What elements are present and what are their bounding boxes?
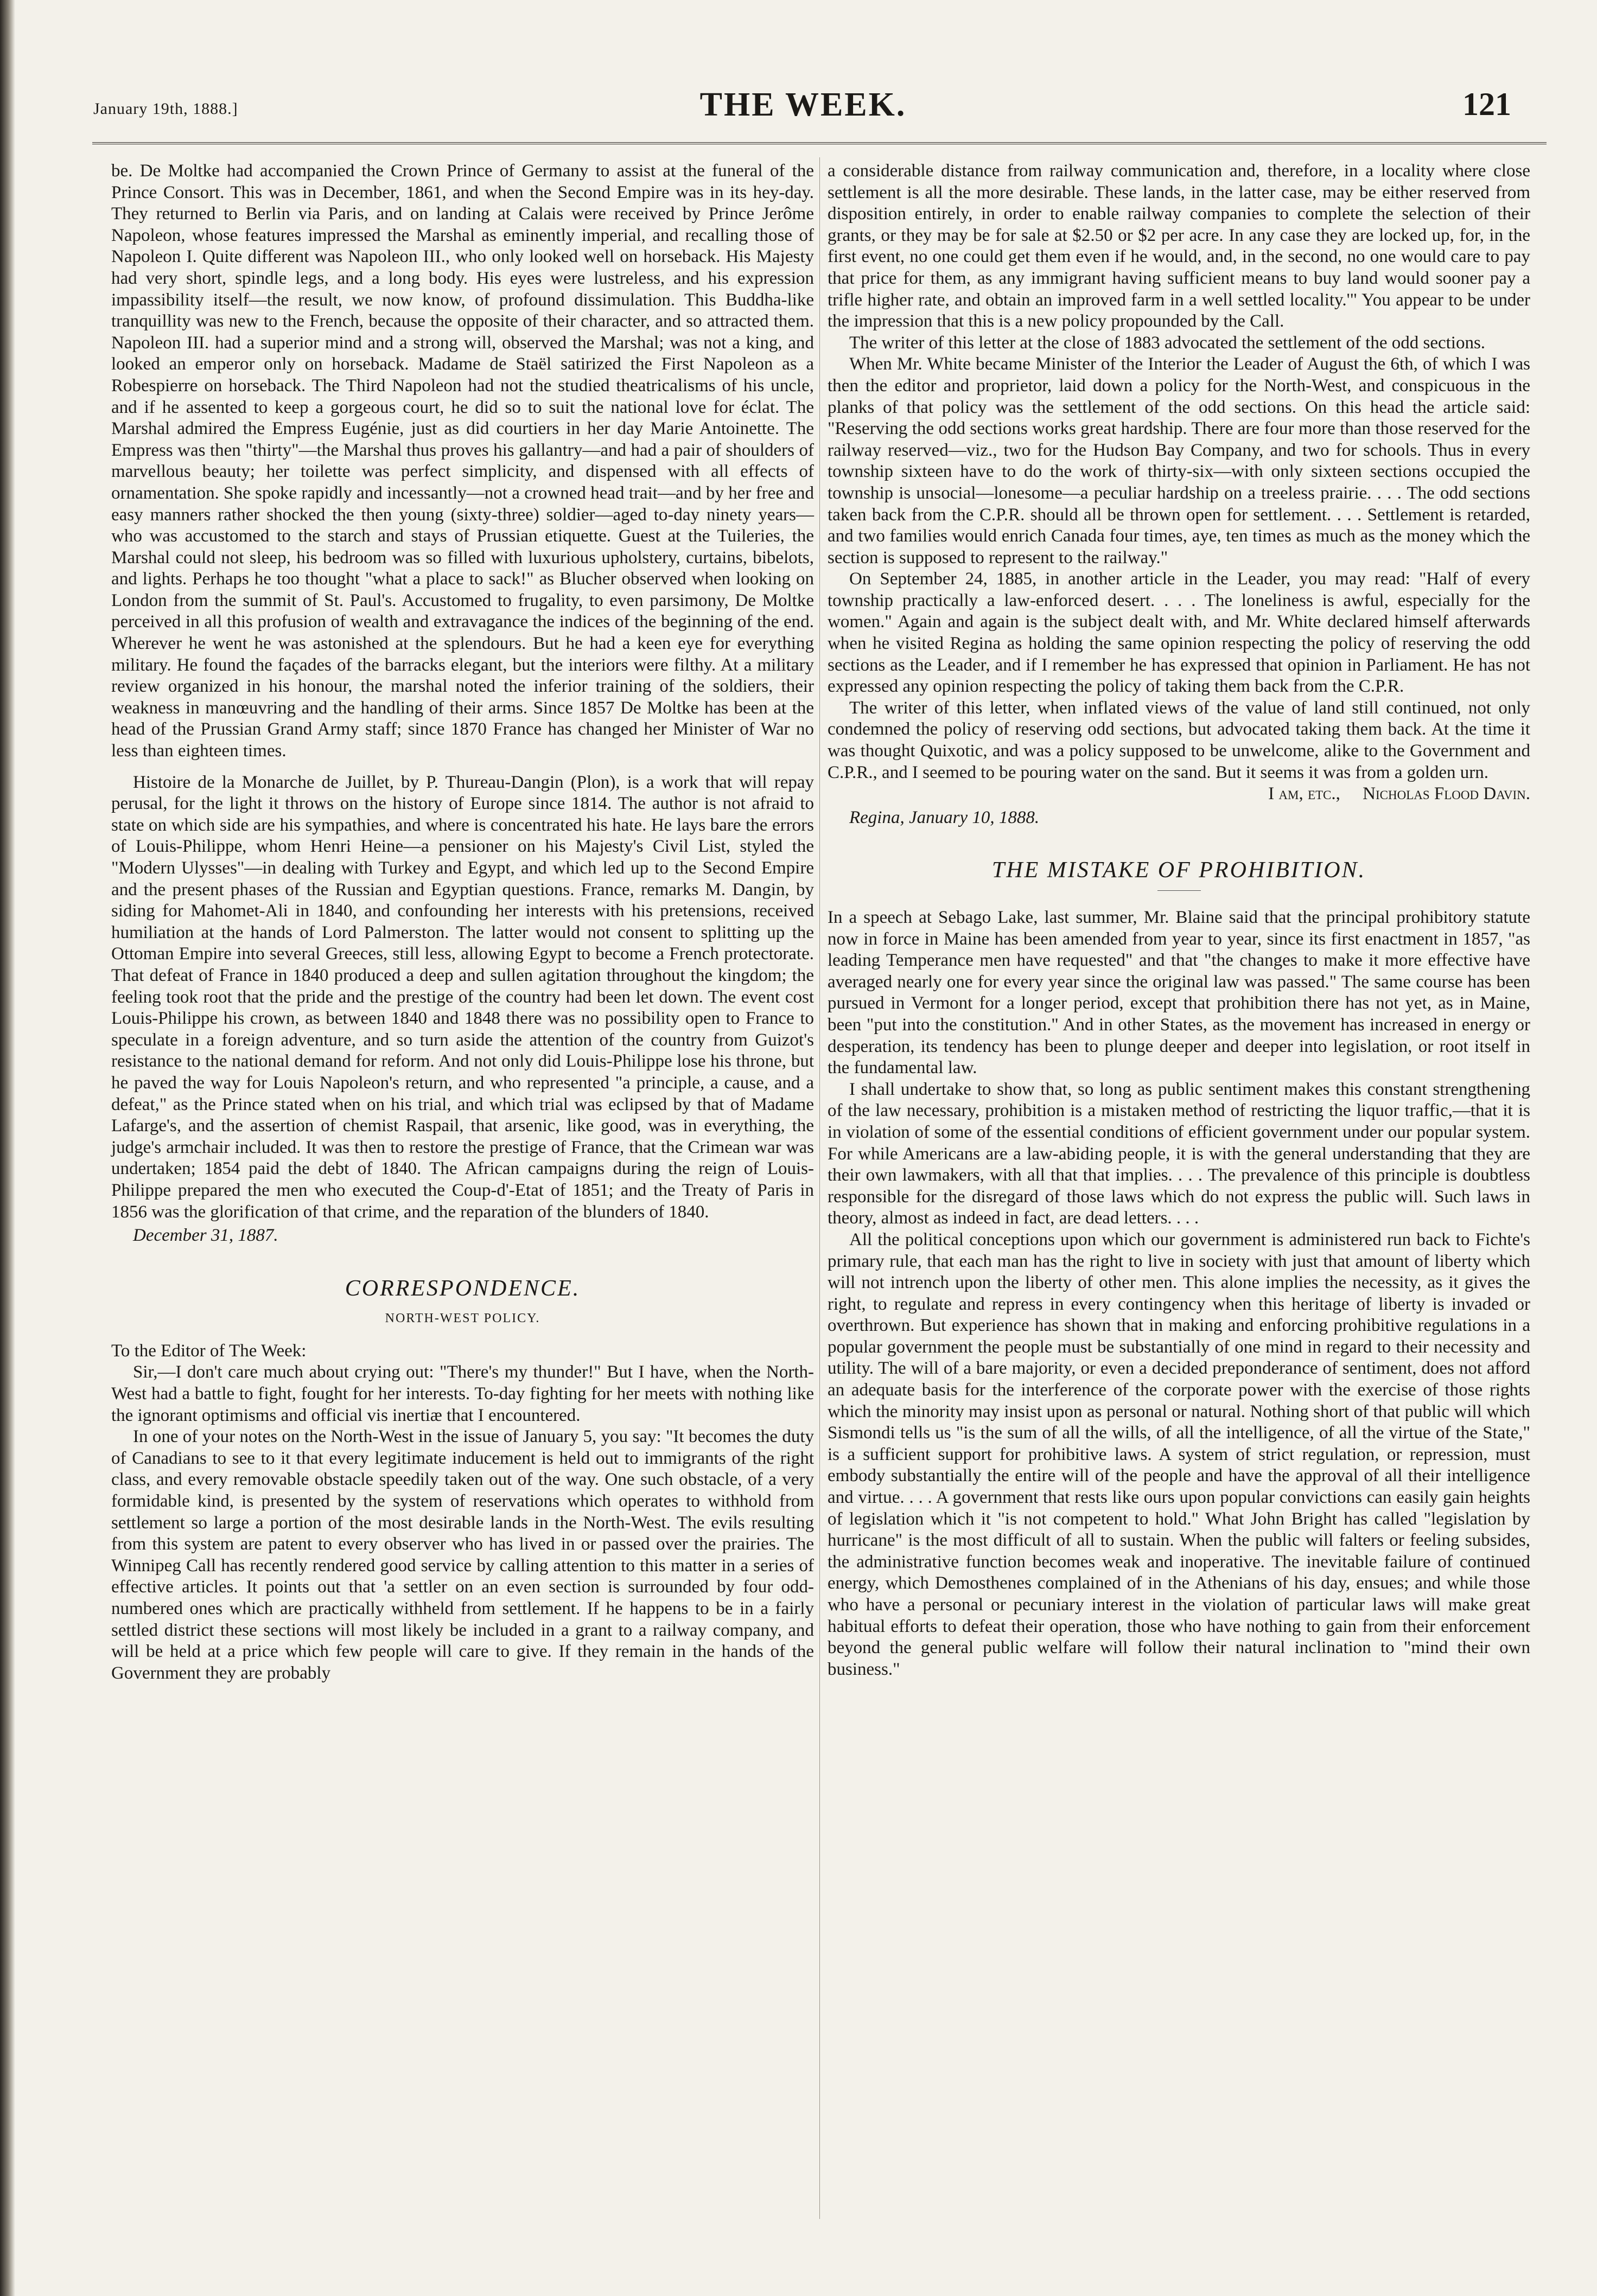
heading-rule (1157, 890, 1201, 891)
header-rule (92, 142, 1547, 144)
binding-shadow (0, 0, 15, 2296)
prohibition-paragraph: All the political conceptions upon which our government is administered run back to Fichte's primary rule, that each man has the right to live in society with just that amount of liberty which will not intrench upon the liberty of other men. This alone implies the necessity, as it gives the right, to regulate and repress in every contingency when this heritage of liberty is invaded or overthrown. But experience has shown that in making and enforcing prohibitive regulations in a popular government the people must be substantially of one mind in regard to their necessity and utility. The will of a bare majority, or even a decided preponderance of sentiment, does not afford an adequate basis for the interference of the corporate power with the exercise of those rights which the minority may insist upon as personal or natural. Nothing short of that public will which Sismondi tells us "is the sum of all the wills, of all the intelligence, of all the virtue of the State," is a sufficient support for prohibitive laws. A system of strict regulation, or repression, must embody substantially the entire will of the people and have the approval of all their intelligence and virtue. . . . A government that rests like ours upon popular convictions can easily gain heights of legislation which it "is not competent to hold." What John Bright has called "legislation by hurricane" is the most difficult of all to sustain. When the public will falters or feeling subsides, the administrative function becomes weak and inoperative. The inevitable failure of continued energy, which Demosthenes complained of in the Athenians of his day, ensues; and while those who have a personal or pecuniary interest in the violation of particular laws will make great habitual efforts to defeat their operation, those who have nothing to gain from their enforcement beyond the general public welfare will follow their natural inclination to "mind their own business." (828, 1229, 1530, 1679)
letter-paragraph: The writer of this letter, when inflated views of the value of land still continued, not only condemned the policy of reserving odd sections, but advocated taking them back. At the time it was thought Quixotic, and was a policy supposed to be unwelcome, alike to the Government and C.P.R., and I seemed to be pouring water on the sand. But it seems it was from a golden urn. (828, 698, 1530, 782)
signoff-text: I am, etc., (1268, 784, 1340, 804)
letter-continued: a considerable distance from railway communication and, therefore, in a locality where close settlement is all the more desirable. These lands, in the latter case, may be either reserved from disposition entirely, in order to enable railway companies to complete the selection of their grants, or they may be for sale at $2.50 or $2 per acre. In any case they are locked up, for, in the first event, no one could get them even if he would, and, in the second, no one would care to pay that price for them, as any immigrant having sufficient means to buy land would sooner pay a trifle higher rate, and obtain an improved farm in a well settled locality.'" You appear to be under the impression that this is a new policy propounded by the Call. (828, 161, 1530, 331)
prohibition-paragraph: I shall undertake to show that, so long as public sentiment makes this constant strengthening of the law necessary, prohibition is a mistaken method of restricting the liquor traffic,—that it is in violation of some of the essential conditions of efficient government under our popular system. For while Americans are a law-abiding people, it is with the general understanding that they are their own lawmakers, with all that that implies. . . . The prevalence of this principle is doubtless responsible for the disregard of those laws which do not express the public will. Such laws in theory, almost as indeed in fact, are dead letters. . . . (828, 1079, 1530, 1228)
left-column (111, 161, 814, 1684)
letter-place-date: Regina, January 10, 1888. (849, 807, 1040, 827)
review-dateline: December 31, 1887. (133, 1226, 278, 1246)
letter-signoff (828, 783, 1530, 805)
letter-paragraph: In one of your notes on the North-West in the issue of January 5, you say: "It becomes the duty of Canadians to see to it that every legitimate inducement is held out to immigrants of the right class, and every removable obstacle speedily taken out of the way. One such obstacle, of a very formidable kind, is presented by the system of reservations which operates to withhold from settlement so large a portion of the most desirable lands in the North-West. The evils resulting from this system are patent to every observer who has lived in or passed over the prairies. The Winnipeg Call has recently rendered good service by calling attention to this matter in a series of effective articles. It points out that 'a settler on an even section is surrounded by four odd-numbered ones which are practically withheld from settlement. If he happens to be in a fairly settled district these sections will most likely be included in a grant to a railway company, and will be held at a price which few people will care to give. If they remain in the hands of the Government they are probably (111, 1427, 814, 1683)
letter-address: To the Editor of The Week: (111, 1341, 307, 1361)
right-column (828, 161, 1530, 1680)
correspondence-heading: CORRESPONDENCE. (345, 1275, 581, 1301)
moltke-paragraph: be. De Moltke had accompanied the Crown Prince of Germany to assist at the funeral of the Prince Consort. This was in December, 1861, and when the Second Empire was in its hey-day. They returned to Berlin via Paris, and on landing at Calais were received by Prince Jerôme Napoleon, whose features impressed the Marshal as eminently imperial, and recalling those of Napoleon I. Quite different was Napoleon III., who only looked well on horseback. His Majesty had very short, spindle legs, and a long body. His eyes were lustreless, and his expression impassibility itself—the result, we now know, of profound dissimulation. This Buddha-like tranquillity was new to the French, because the opposite of their character, and so attracted them. Napoleon III. had a superior mind and a strong will, observed the Marshal; was not a king, and looked an emperor only on horseback. Madame de Staël satirized the First Napoleon as a Robespierre on horseback. The Third Napoleon had not the studied theatricalisms of his uncle, and if he assented to keep a gorgeous court, he did so to suit the national love for éclat. The Marshal admired the Empress Eugénie, just as did courtiers in her day Marie Antoinette. The Empress was then "thirty"—the Marshal thus proves his gallantry—and had a pair of shoulders of marvellous beauty; her toilette was perfect simplicity, and dispensed with all effects of ornamentation. She spoke rapidly and incessantly—not a crowned head trait—and by her free and easy manners rather shocked the then young (sixty-three) soldier—aged to-day ninety years—who was accustomed to the starch and stays of Prussian etiquette. Guest at the Tuileries, the Marshal could not sleep, his bedroom was so filled with luxurious upholstery, curtains, bibelots, and lights. Perhaps he too thought "what a place to sack!" as Blucher observed when looking on London from the summit of St. Paul's. Accustomed to frugality, to even parsimony, De Moltke perceived in all this profusion of wealth and extravagance the indices of the beginning of the end. Wherever he went he was astonished at the splendours. But he had a keen eye for everything military. He found the façades of the barracks elegant, but the interiors were filthy. At a military review organized in his honour, the marshal noted the inferior training of the soldiers, their weakness in manœuvring and the handling of their arms. Since 1857 De Moltke has been at the head of the Prussian Grand Army staff; since 1870 France has changed her Minister of War no less than eighteen times. (111, 161, 814, 761)
prohibition-heading: THE MISTAKE OF PROHIBITION. (991, 858, 1366, 883)
correspondence-subheading: NORTH-WEST POLICY. (385, 1311, 540, 1326)
letter-paragraph: Sir,—I don't care much about crying out: "There's my thunder!" But I have, when the North-West had a battle to fight, fought for her interests. To-day fighting for her meets with nothing like the ignorant optimisms and official vis inertiæ that I encountered. (111, 1362, 814, 1425)
column-divider (819, 157, 820, 2219)
letter-signature: Nicholas Flood Davin. (1363, 784, 1530, 804)
prohibition-paragraph: In a speech at Sebago Lake, last summer, Mr. Blaine said that the principal prohibitory statute now in force in Maine has been amended from year to year, since its first enactment in 1857, "as leading Temperance men have requested" and that "the changes to make it more effective have averaged nearly one for every year since the original law was passed." The same course has been pursued in Vermont for a longer period, except that prohibition there has not yet, as in Maine, been "put into the constitution." And in other States, as the movement has increased in energy or desperation, its tendency has been to plunge deeper and deeper into legislation, or root itself in the fundamental law. (828, 908, 1530, 1078)
masthead-title: THE WEEK. (699, 86, 907, 123)
page-number: 121 (1462, 86, 1511, 122)
issue-date: January 19th, 1888.] (93, 100, 238, 118)
letter-paragraph: The writer of this letter at the close of 1883 advocated the settlement of the odd sections. (849, 333, 1486, 353)
histoire-review-paragraph: Histoire de la Monarche de Juillet, by P. Thureau-Dangin (Plon), is a work that will repay perusal, for the light it throws on the history of Europe since 1814. The author is not afraid to state on which side are his sympathies, and where is concentrated his hate. He lays bare the errors of Louis-Philippe, whom Henri Heine—a pensioner on his Majesty's Civil List, styled the "Modern Ulysses"—in dealing with Turkey and Egypt, and which led up to the Second Empire and the present phases of the Russian and Egyptian questions. France, remarks M. Dangin, by siding for Mahomet-Ali in 1840, and confounding her interests with his pretensions, received humiliation at the hands of Lord Palmerston. The latter would not consent to splitting up the Ottoman Empire into several Greeces, still less, allowing Egypt to become a French protectorate. That defeat of France in 1840 produced a deep and sullen agitation throughout the kingdom; the feeling took root that the pride and the prestige of the country had been let down. The event cost Louis-Philippe his crown, as between 1840 and 1848 there was no possibility open to France to speculate in a foreign adventure, and so turn aside the attention of the country from Guizot's resistance to the national demand for reform. And not only did Louis-Philippe lose his throne, but he paved the way for Louis Napoleon's return, and who represented "a principle, a cause, and a defeat," as the Prince stated when on his trial, and which trial was eclipsed by that of Madame Lafarge's, and the assertion of chemist Raspail, that arsenic, like good, was in everything, the judge's armchair included. It was then to restore the prestige of France, that the Crimean war was undertaken; 1854 paid the debt of 1840. The African campaigns during the reign of Louis-Philippe prepared the men who executed the Coup-d'-Etat of 1851; and the Treaty of Paris in 1856 was the glorification of that crime, and the reparation of the blunders of 1840. (111, 772, 814, 1222)
letter-paragraph: On September 24, 1885, in another article in the Leader, you may read: "Half of every township practically a law-enforced desert. . . . The loneliness is awful, especially for the women." Again and again is the subject dealt with, and Mr. White declared himself afterwards when he visited Regina as holding the same opinion respecting the policy of reserving the odd sections as the Leader, and if I remember he has expressed that opinion in Parliament. He has not expressed any opinion respecting the policy of taking them back from the C.P.R. (828, 569, 1530, 697)
letter-paragraph: When Mr. White became Minister of the Interior the Leader of August the 6th, of which I was then the editor and proprietor, laid down a policy for the North-West, and conspicuous in the planks of that policy was the settlement of the odd sections. On this head the article said: "Reserving the odd sections works great hardship. There are four more than those reserved for the railway reserved—viz., two for the Hudson Bay Company, and two for schools. Thus in every township sixteen have to do the work of thirty-six—with only sixteen sections occupied the township is unsocial—lonesome—a peculiar hardship on a treeless prairie. . . . The odd sections taken back from the C.P.R. should all be thrown open for settlement. . . . Settlement is retarded, and two families would enrich Canada four times, aye, ten times as much as the money which the section is supposed to represent to the railway." (828, 354, 1530, 567)
